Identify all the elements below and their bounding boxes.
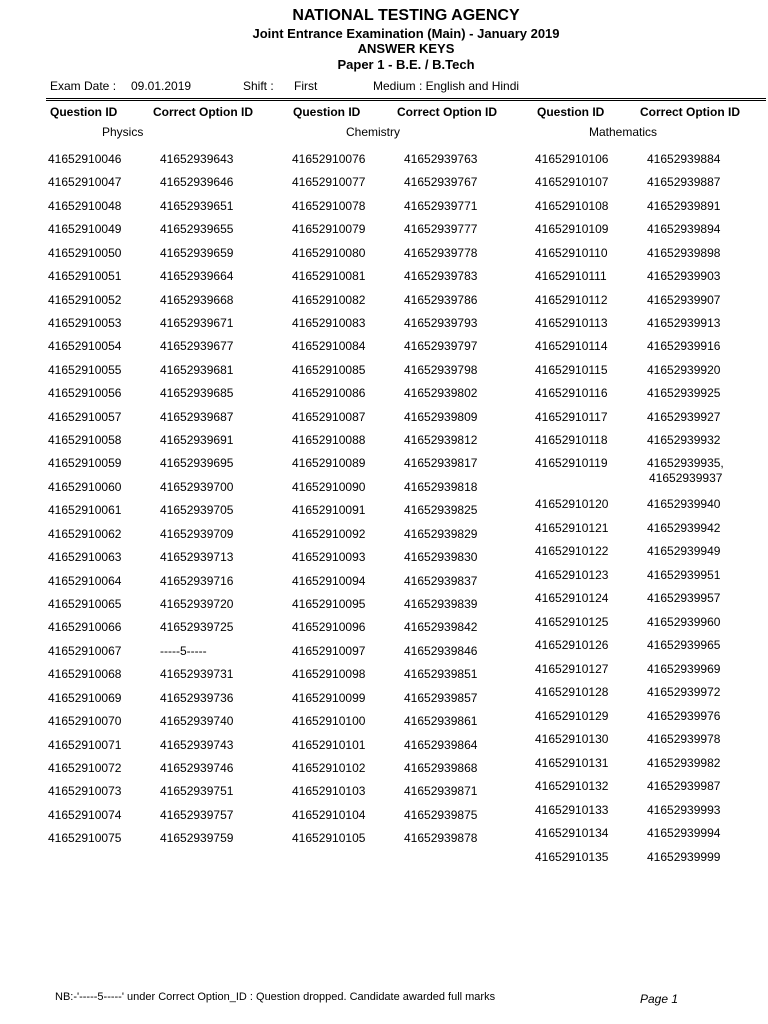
mathematics-question-id: 41652910115	[535, 362, 608, 377]
physics-question-id: 41652910055	[48, 362, 122, 377]
physics-question-id: 41652910074	[48, 807, 122, 822]
mathematics-question-id: 41652910130	[535, 732, 609, 747]
shift-label: Shift :	[243, 79, 274, 93]
physics-question-id: 41652910063	[48, 550, 122, 565]
chemistry-question-id: 41652910101	[292, 737, 366, 752]
footnote: NB:-'-----5-----' under Correct Option_ID : Question dropped. Candidate awarded full marks	[55, 991, 496, 1003]
physics-correct-option-id: 41652939743	[160, 737, 234, 752]
mathematics-correct-option-id: 41652939898	[647, 245, 721, 260]
chemistry-correct-option-id: 41652939875	[404, 807, 478, 822]
chemistry-question-id: 41652910083	[292, 315, 366, 330]
chemistry-correct-option-id: 41652939771	[404, 198, 478, 213]
mathematics-correct-option-id: 41652939920	[647, 362, 721, 377]
chemistry-question-id: 41652910091	[292, 503, 366, 518]
mathematics-qid-header: Question ID	[537, 105, 605, 119]
chemistry-correct-option-id: 41652939864	[404, 737, 478, 752]
mathematics-question-id: 41652910111	[535, 269, 607, 284]
mathematics-question-id: 41652910124	[535, 591, 609, 606]
chemistry-correct-option-id: 41652939809	[404, 409, 478, 424]
mathematics-correct-option-id: 41652939932	[647, 433, 721, 448]
chemistry-question-id: 41652910097	[292, 643, 366, 658]
chemistry-correct-option-id: 41652939878	[404, 831, 478, 846]
physics-question-id: 41652910047	[48, 175, 122, 190]
physics-question-id: 41652910066	[48, 620, 122, 635]
mathematics-correct-option-id: 41652939978	[647, 732, 721, 747]
chemistry-correct-option-id: 41652939871	[404, 784, 478, 799]
mathematics-question-id: 41652910109	[535, 222, 609, 237]
chemistry-correct-option-id: 41652939812	[404, 433, 478, 448]
mathematics-question-id: 41652910134	[535, 826, 609, 841]
physics-correct-option-id: 41652939651	[160, 198, 234, 213]
mathematics-correct-option-id: 41652939994	[647, 826, 721, 841]
physics-question-id: 41652910053	[48, 315, 122, 330]
chemistry-question-id: 41652910095	[292, 596, 366, 611]
chemistry-question-id: 41652910104	[292, 807, 366, 822]
chemistry-question-id: 41652910092	[292, 526, 366, 541]
chemistry-question-id: 41652910103	[292, 784, 366, 799]
mathematics-correct-option-id: 41652939884	[647, 152, 721, 166]
mathematics-question-id: 41652910122	[535, 544, 609, 559]
mathematics-correct-option-id: 41652939942	[647, 520, 721, 535]
mathematics-correct-option-id: 41652939993	[647, 802, 721, 817]
mathematics-question-id: 41652910117	[535, 409, 608, 424]
physics-correct-option-id: 41652939681	[160, 362, 234, 377]
agency-title: NATIONAL TESTING AGENCY	[292, 7, 520, 24]
mathematics-question-id: 41652910135	[535, 849, 609, 864]
physics-correct-option-id: 41652939668	[160, 292, 234, 307]
chemistry-question-id: 41652910085	[292, 362, 366, 377]
physics-question-id: 41652910059	[48, 456, 122, 471]
physics-correct-option-id: 41652939643	[160, 152, 234, 166]
physics-question-id: 41652910068	[48, 667, 122, 682]
physics-question-id: 41652910065	[48, 596, 122, 611]
physics-correct-option-id: 41652939671	[160, 315, 234, 330]
physics-correct-option-id: 41652939751	[160, 784, 234, 799]
physics-correct-option-id: 41652939736	[160, 690, 234, 705]
physics-question-id: 41652910054	[48, 339, 122, 354]
mathematics-question-id: 41652910128	[535, 685, 609, 700]
physics-correct-option-id: 41652939757	[160, 807, 234, 822]
physics-question-id: 41652910060	[48, 479, 122, 494]
chemistry-question-id: 41652910093	[292, 550, 366, 565]
mathematics-question-id: 41652910119	[535, 456, 608, 471]
chemistry-correct-option-id: 41652939783	[404, 269, 478, 284]
mathematics-question-id: 41652910123	[535, 567, 609, 582]
physics-question-id: 41652910070	[48, 714, 122, 729]
physics-correct-option-id: 41652939664	[160, 269, 234, 284]
mathematics-question-id: 41652910107	[535, 175, 609, 190]
chemistry-question-id: 41652910088	[292, 433, 366, 448]
physics-question-id: 41652910062	[48, 526, 122, 541]
chemistry-correct-option-id: 41652939786	[404, 292, 478, 307]
chemistry-correct-option-id: 41652939842	[404, 620, 478, 635]
chemistry-question-id: 41652910098	[292, 667, 366, 682]
subject-physics: Physics	[102, 125, 144, 139]
mathematics-question-id: 41652910129	[535, 708, 609, 723]
physics-correct-option-id: 41652939746	[160, 760, 234, 775]
physics-correct-option-id: 41652939740	[160, 714, 234, 729]
chemistry-question-id: 41652910076	[292, 152, 366, 166]
chemistry-question-id: 41652910079	[292, 222, 366, 237]
mathematics-question-id: 41652910132	[535, 779, 609, 794]
chemistry-question-id: 41652910080	[292, 245, 366, 260]
physics-question-id: 41652910071	[48, 737, 122, 752]
chemistry-correct-option-id: 41652939868	[404, 760, 478, 775]
chemistry-question-id: 41652910094	[292, 573, 366, 588]
paper-title: Paper 1 - B.E. / B.Tech	[337, 57, 475, 72]
physics-correct-option-id: 41652939705	[160, 503, 234, 518]
chemistry-question-id: 41652910078	[292, 198, 366, 213]
mathematics-correct-option-id: 41652939957	[647, 591, 721, 606]
header-divider-bottom	[46, 100, 766, 101]
physics-question-id: 41652910057	[48, 409, 122, 424]
chemistry-correct-option-id: 41652939825	[404, 503, 478, 518]
mathematics-correct-option-id: 41652939940	[647, 497, 721, 511]
chemistry-qid-header: Question ID	[293, 105, 361, 119]
exam-title: Joint Entrance Examination (Main) - January 2019	[252, 26, 560, 41]
chemistry-correct-option-id: 41652939817	[404, 456, 478, 471]
physics-question-id: 41652910069	[48, 690, 122, 705]
physics-correct-option-id: 41652939700	[160, 479, 234, 494]
chemistry-correct-option-id: 41652939839	[404, 596, 478, 611]
mathematics-correct-option-id: 41652939999	[647, 849, 721, 864]
physics-correct-option-id: 41652939685	[160, 386, 234, 401]
chemistry-correct-option-id: 41652939830	[404, 550, 478, 565]
physics-question-id: 41652910046	[48, 152, 122, 166]
chemistry-question-id: 41652910086	[292, 386, 366, 401]
shift-value: First	[294, 79, 318, 93]
mathematics-question-id: 41652910125	[535, 614, 609, 629]
physics-correct-option-id: 41652939659	[160, 245, 234, 260]
chemistry-correct-option-id: 41652939837	[404, 573, 478, 588]
physics-correct-option-id: 41652939655	[160, 222, 234, 237]
physics-qid-header: Question ID	[50, 105, 118, 119]
chemistry-question-id: 41652910096	[292, 620, 366, 635]
subject-mathematics: Mathematics	[589, 125, 658, 139]
document-title: ANSWER KEYS	[357, 41, 455, 56]
physics-question-id: 41652910064	[48, 573, 122, 588]
exam-date-value: 09.01.2019	[131, 79, 192, 93]
physics-correct-option-id: 41652939713	[160, 550, 234, 565]
mathematics-question-id: 41652910112	[535, 292, 608, 307]
physics-question-id: 41652910050	[48, 245, 122, 260]
subject-chemistry: Chemistry	[346, 125, 401, 139]
mathematics-correct-option-id: 41652939903	[647, 269, 721, 284]
physics-question-id: 41652910049	[48, 222, 122, 237]
mathematics-correct-option-id: 41652939887	[647, 175, 721, 190]
chemistry-question-id: 41652910077	[292, 175, 366, 190]
physics-question-id: 41652910075	[48, 831, 122, 846]
physics-question-id: 41652910072	[48, 760, 122, 775]
chemistry-correct-option-id: 41652939802	[404, 386, 478, 401]
chemistry-question-id: 41652910105	[292, 831, 366, 846]
chemistry-question-id: 41652910084	[292, 339, 366, 354]
mathematics-question-id: 41652910120	[535, 497, 609, 511]
physics-correct-option-id: 41652939677	[160, 339, 234, 354]
physics-correct-option-id: 41652939725	[160, 620, 234, 635]
chemistry-cid-header: Correct Option ID	[397, 105, 498, 119]
physics-question-id: 41652910067	[48, 643, 122, 658]
physics-question-id: 41652910058	[48, 433, 122, 448]
physics-correct-option-id: 41652939691	[160, 433, 234, 448]
mathematics-question-id: 41652910114	[535, 339, 608, 354]
mathematics-question-id: 41652910110	[535, 245, 608, 260]
mathematics-correct-option-id: 41652939925	[647, 386, 721, 401]
mathematics-correct-option-id: 41652939982	[647, 755, 721, 770]
mathematics-question-id: 41652910118	[535, 433, 608, 448]
mathematics-question-id: 41652910127	[535, 661, 609, 676]
chemistry-correct-option-id: 41652939818	[404, 479, 478, 494]
mathematics-cid-header: Correct Option ID	[640, 105, 741, 119]
mathematics-question-id: 41652910116	[535, 386, 608, 401]
chemistry-correct-option-id: 41652939851	[404, 667, 478, 682]
chemistry-correct-option-id: 41652939767	[404, 175, 478, 190]
page-number: Page 1	[640, 992, 679, 1006]
chemistry-correct-option-id: 41652939798	[404, 362, 478, 377]
physics-question-id: 41652910056	[48, 386, 122, 401]
mathematics-correct-option-id-alt: 41652939937	[649, 471, 723, 486]
physics-question-id: 41652910048	[48, 198, 122, 213]
physics-correct-option-id: 41652939759	[160, 831, 234, 846]
mathematics-correct-option-id: 41652939972	[647, 685, 721, 700]
mathematics-correct-option-id: 41652939969	[647, 661, 721, 676]
mathematics-correct-option-id: 41652939916	[647, 339, 721, 354]
header-divider-top	[46, 98, 766, 99]
chemistry-correct-option-id: 41652939777	[404, 222, 478, 237]
mathematics-correct-option-id: 41652939976	[647, 708, 721, 723]
mathematics-question-id: 41652910133	[535, 802, 609, 817]
chemistry-question-id: 41652910081	[292, 269, 366, 284]
mathematics-question-id: 41652910121	[535, 520, 609, 535]
mathematics-correct-option-id: 41652939965	[647, 638, 721, 653]
chemistry-question-id: 41652910087	[292, 409, 366, 424]
chemistry-question-id: 41652910100	[292, 714, 366, 729]
mathematics-correct-option-id: 41652939935,	[647, 456, 724, 471]
chemistry-correct-option-id: 41652939778	[404, 245, 478, 260]
chemistry-correct-option-id: 41652939793	[404, 315, 478, 330]
physics-correct-option-id: 41652939646	[160, 175, 234, 190]
chemistry-question-id: 41652910102	[292, 760, 366, 775]
chemistry-correct-option-id: 41652939861	[404, 714, 478, 729]
chemistry-correct-option-id: 41652939829	[404, 526, 478, 541]
mathematics-correct-option-id: 41652939894	[647, 222, 721, 237]
chemistry-correct-option-id: 41652939857	[404, 690, 478, 705]
mathematics-correct-option-id: 41652939951	[647, 567, 721, 582]
physics-correct-option-id: 41652939695	[160, 456, 234, 471]
medium-text: Medium : English and Hindi	[373, 79, 520, 93]
mathematics-question-id: 41652910106	[535, 152, 609, 166]
physics-cid-header: Correct Option ID	[153, 105, 254, 119]
mathematics-correct-option-id: 41652939891	[647, 198, 721, 213]
mathematics-correct-option-id: 41652939987	[647, 779, 721, 794]
physics-correct-option-id: -----5-----	[160, 643, 207, 658]
physics-correct-option-id: 41652939731	[160, 667, 234, 682]
mathematics-correct-option-id: 41652939927	[647, 409, 721, 424]
physics-correct-option-id: 41652939716	[160, 573, 234, 588]
chemistry-question-id: 41652910099	[292, 690, 366, 705]
mathematics-question-id: 41652910131	[535, 755, 609, 770]
mathematics-correct-option-id: 41652939913	[647, 315, 721, 330]
physics-correct-option-id: 41652939687	[160, 409, 234, 424]
mathematics-question-id: 41652910126	[535, 638, 609, 653]
mathematics-correct-option-id: 41652939907	[647, 292, 721, 307]
physics-question-id: 41652910061	[48, 503, 122, 518]
physics-correct-option-id: 41652939720	[160, 596, 234, 611]
mathematics-question-id: 41652910108	[535, 198, 609, 213]
chemistry-question-id: 41652910089	[292, 456, 366, 471]
exam-date-label: Exam Date :	[50, 79, 117, 93]
chemistry-question-id: 41652910082	[292, 292, 366, 307]
physics-question-id: 41652910073	[48, 784, 122, 799]
physics-correct-option-id: 41652939709	[160, 526, 234, 541]
physics-question-id: 41652910052	[48, 292, 122, 307]
chemistry-correct-option-id: 41652939846	[404, 643, 478, 658]
mathematics-question-id: 41652910113	[535, 315, 608, 330]
mathematics-correct-option-id: 41652939960	[647, 614, 721, 629]
physics-question-id: 41652910051	[48, 269, 122, 284]
mathematics-correct-option-id: 41652939949	[647, 544, 721, 559]
chemistry-question-id: 41652910090	[292, 479, 366, 494]
chemistry-correct-option-id: 41652939797	[404, 339, 478, 354]
chemistry-correct-option-id: 41652939763	[404, 152, 478, 166]
